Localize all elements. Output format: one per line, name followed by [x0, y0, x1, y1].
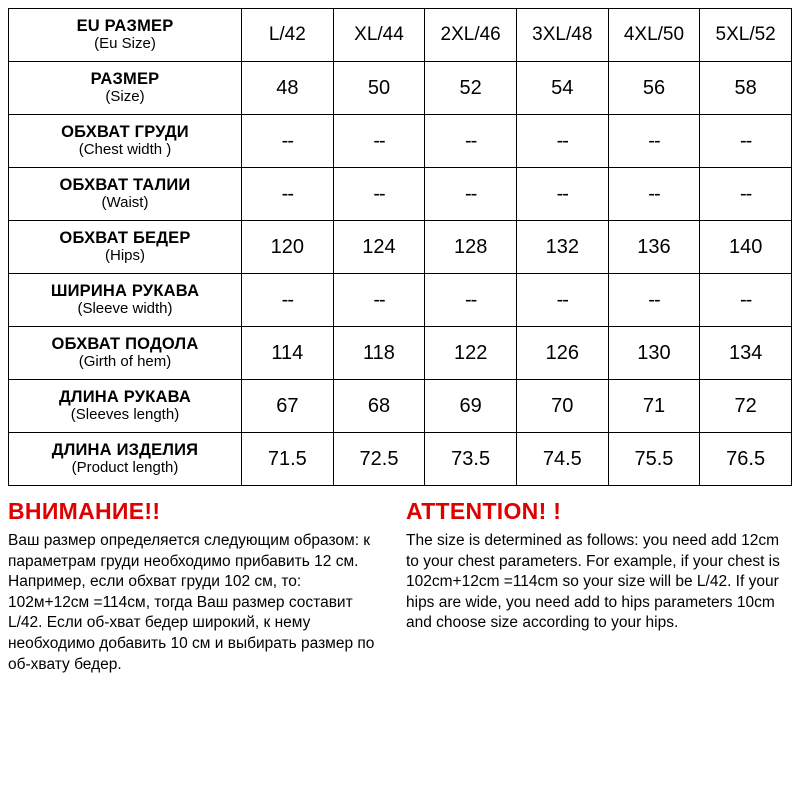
- row-label-cell: [9, 274, 242, 327]
- cell-value: 124: [333, 221, 425, 274]
- row-label-en: (Eu Size): [94, 34, 156, 52]
- table-row: [9, 274, 792, 327]
- header-size-1: XL/44: [333, 9, 425, 62]
- cell-value: 128: [425, 221, 517, 274]
- cell-value: 118: [333, 327, 425, 380]
- row-label-en: (Hips): [105, 246, 145, 264]
- row-label-en: (Chest width ): [78, 140, 172, 158]
- cell-value: --: [425, 274, 517, 327]
- row-label-ru: ОБХВАТ ГРУДИ: [61, 123, 189, 142]
- row-label-cell: [9, 433, 242, 486]
- cell-value: 122: [425, 327, 517, 380]
- table-row: [9, 115, 792, 168]
- cell-value: 140: [700, 221, 792, 274]
- note-english-body: The size is determined as follows: you need add 12cm to your chest parameters. For example, if your chest is 102cm+12cm =114cm so your size will be L/42. If your hips are wide, you need add to hips parameters 10cm and choose size according to your hips.: [406, 532, 780, 632]
- cell-value: 72.5: [333, 433, 425, 486]
- row-label-en: (Sleeve width): [77, 299, 173, 317]
- cell-value: 71.5: [242, 433, 334, 486]
- row-label-ru: ДЛИНА ИЗДЕЛИЯ: [51, 441, 199, 460]
- cell-value: --: [242, 168, 334, 221]
- cell-value: --: [700, 274, 792, 327]
- notes-section: [8, 498, 792, 675]
- cell-value: 114: [242, 327, 334, 380]
- row-label-en: (Waist): [101, 193, 149, 211]
- note-english: [400, 498, 792, 675]
- row-label-ru: ОБХВАТ БЕДЕР: [59, 229, 191, 248]
- cell-value: --: [242, 274, 334, 327]
- row-label-en: (Sleeves length): [70, 405, 180, 423]
- cell-value: 50: [333, 62, 425, 115]
- row-label-cell: [9, 327, 242, 380]
- row-label-en: (Product length): [71, 458, 179, 476]
- cell-value: 48: [242, 62, 334, 115]
- table-row: [9, 327, 792, 380]
- cell-value: 72: [700, 380, 792, 433]
- cell-value: 73.5: [425, 433, 517, 486]
- row-label-cell: [9, 62, 242, 115]
- cell-value: 54: [516, 62, 608, 115]
- cell-value: --: [333, 115, 425, 168]
- cell-value: --: [608, 168, 700, 221]
- header-size-2: 2XL/46: [425, 9, 517, 62]
- header-size-4: 4XL/50: [608, 9, 700, 62]
- header-size-5: 5XL/52: [700, 9, 792, 62]
- row-label-cell: [9, 115, 242, 168]
- cell-value: --: [242, 115, 334, 168]
- cell-value: 126: [516, 327, 608, 380]
- table-row: [9, 380, 792, 433]
- row-label-cell: [9, 168, 242, 221]
- cell-value: 136: [608, 221, 700, 274]
- cell-value: --: [425, 168, 517, 221]
- cell-value: 52: [425, 62, 517, 115]
- cell-value: --: [333, 168, 425, 221]
- row-label-en: (Girth of hem): [78, 352, 172, 370]
- cell-value: 74.5: [516, 433, 608, 486]
- cell-value: --: [608, 274, 700, 327]
- cell-value: --: [516, 274, 608, 327]
- row-label-cell: [9, 380, 242, 433]
- cell-value: 75.5: [608, 433, 700, 486]
- header-size-3: 3XL/48: [516, 9, 608, 62]
- table-header-row: [9, 9, 792, 62]
- cell-value: --: [333, 274, 425, 327]
- cell-value: 58: [700, 62, 792, 115]
- size-table: [8, 8, 792, 486]
- cell-value: 134: [700, 327, 792, 380]
- row-label-ru: РАЗМЕР: [90, 70, 160, 89]
- cell-value: 76.5: [700, 433, 792, 486]
- cell-value: --: [700, 115, 792, 168]
- cell-value: --: [425, 115, 517, 168]
- size-table-body: [9, 9, 792, 486]
- row-label-ru: ДЛИНА РУКАВА: [58, 388, 192, 407]
- note-russian-title: ВНИМАНИЕ!!: [8, 498, 161, 524]
- table-row: [9, 62, 792, 115]
- row-label-ru: ОБХВАТ ПОДОЛА: [51, 335, 199, 354]
- cell-value: 67: [242, 380, 334, 433]
- table-row: [9, 168, 792, 221]
- note-russian-body: Ваш размер определяется следующим образом: к параметрам груди необходимо прибавить 12 см. Например, если обхват груди 102 см, то: 102м+12см =114см, тогда Ваш размер составит L/42. Если об-хват бедер широкий, к нему необходимо добавить 10 см и выбирать размер по об-хвату бедер.: [8, 532, 375, 673]
- table-row: [9, 433, 792, 486]
- row-label-en: (Size): [105, 87, 145, 105]
- cell-value: 70: [516, 380, 608, 433]
- cell-value: 56: [608, 62, 700, 115]
- cell-value: 71: [608, 380, 700, 433]
- cell-value: 69: [425, 380, 517, 433]
- cell-value: --: [700, 168, 792, 221]
- row-label-cell: [9, 221, 242, 274]
- header-size-0: L/42: [242, 9, 334, 62]
- cell-value: --: [608, 115, 700, 168]
- cell-value: --: [516, 168, 608, 221]
- cell-value: 68: [333, 380, 425, 433]
- note-russian: [8, 498, 400, 675]
- note-english-title: ATTENTION! !: [406, 498, 562, 524]
- row-label-ru: ОБХВАТ ТАЛИИ: [59, 176, 191, 195]
- table-row: [9, 221, 792, 274]
- cell-value: 130: [608, 327, 700, 380]
- cell-value: --: [516, 115, 608, 168]
- cell-value: 120: [242, 221, 334, 274]
- row-label-ru: EU РАЗМЕР: [76, 17, 174, 36]
- row-label-ru: ШИРИНА РУКАВА: [50, 282, 200, 301]
- cell-value: 132: [516, 221, 608, 274]
- row-label-cell: [9, 9, 242, 62]
